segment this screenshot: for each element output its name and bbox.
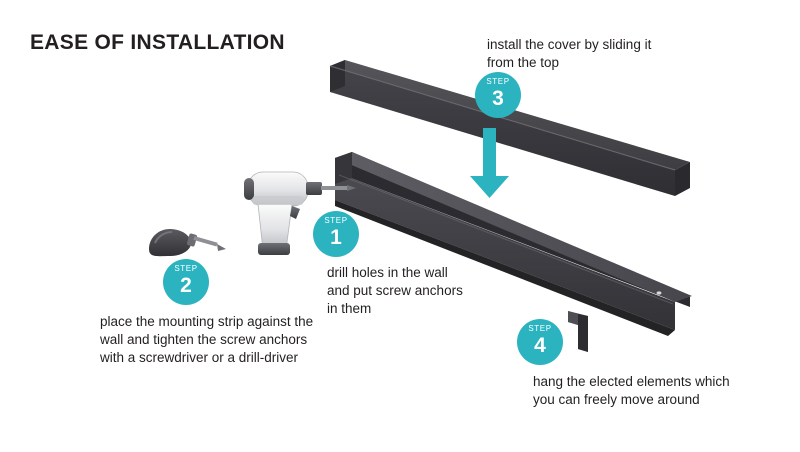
step-badge-label-3: STEP <box>486 77 510 86</box>
step-badge-label-4: STEP <box>528 324 552 333</box>
page-title: EASE OF INSTALLATION <box>30 31 285 54</box>
step-badge-label-2: STEP <box>174 264 198 273</box>
step-badge-label-1: STEP <box>324 216 348 225</box>
step-badge-number-1: 1 <box>330 226 342 249</box>
step-badge-4 <box>517 319 563 365</box>
step-badge-3 <box>475 72 521 118</box>
step-badge-number-3: 3 <box>492 87 504 110</box>
step-caption-1: drill holes in the wall and put screw anchors in them <box>327 265 463 317</box>
step-caption-2: place the mounting strip against the wall and tighten the screw anchors with a screwdriver or a drill-driver <box>100 314 314 366</box>
step-badge-number-4: 4 <box>534 334 546 357</box>
step-caption-4: hang the elected elements which you can freely move around <box>533 374 730 408</box>
hook-bracket-icon <box>568 311 588 352</box>
step-badge-2 <box>163 259 209 305</box>
step-caption-3: install the cover by sliding it from the top <box>487 37 652 71</box>
corner-mask <box>778 422 800 452</box>
step-badge-number-2: 2 <box>180 274 192 297</box>
screwdriver-icon <box>149 229 226 256</box>
step-badge-1 <box>313 211 359 257</box>
